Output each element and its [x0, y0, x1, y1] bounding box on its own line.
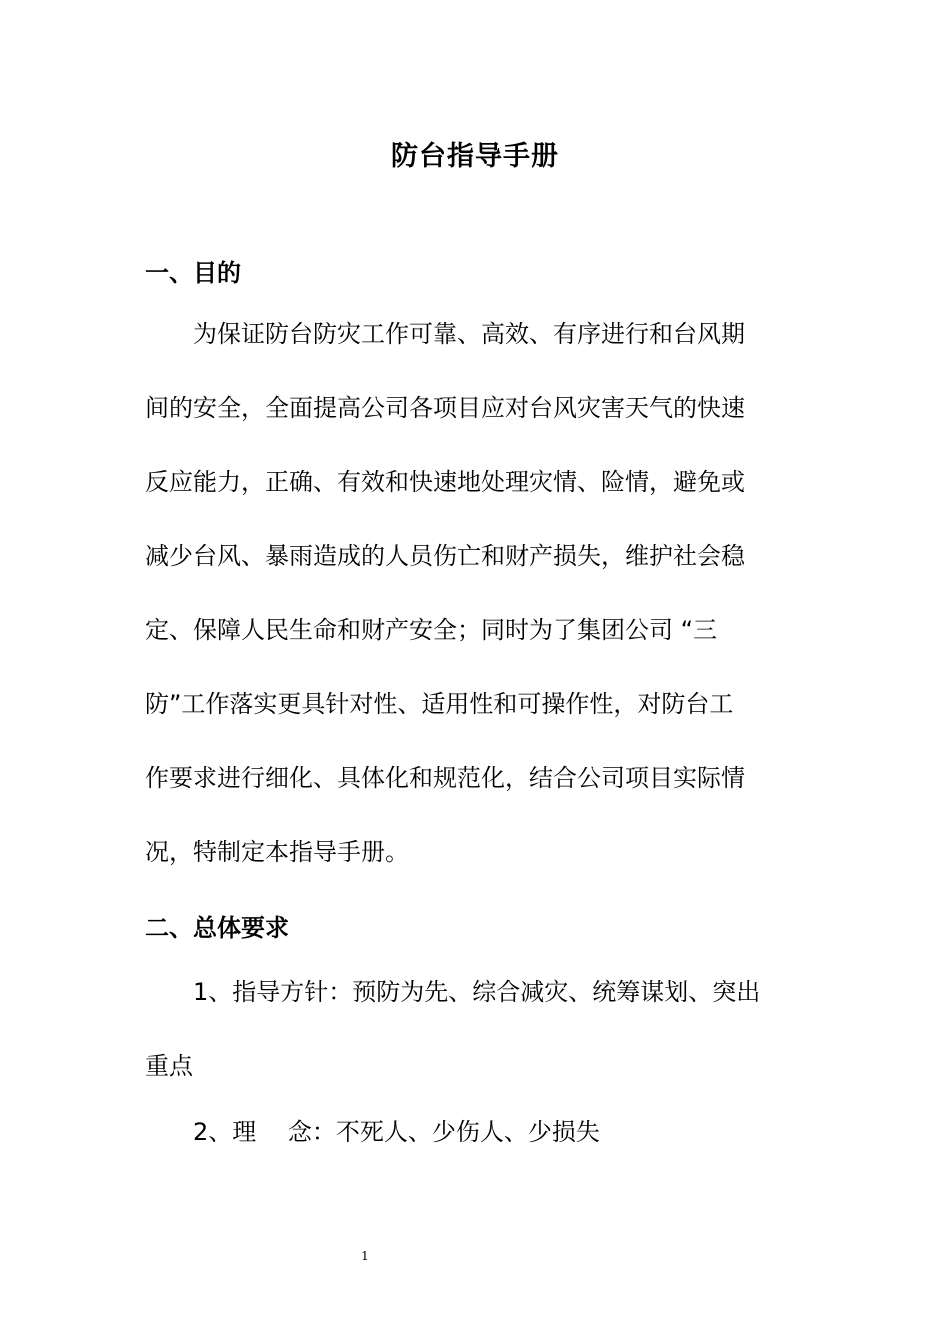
paragraph-line: 反应能力，正确、有效和快速地处理灾情、险情，避免或 [145, 468, 745, 496]
purpose-paragraph [145, 297, 807, 889]
section-heading-purpose: 一、目的 [145, 259, 241, 287]
paragraph-line: 重点 [145, 1052, 193, 1080]
paragraph-line: 减少台风、暴雨造成的人员伤亡和财产损失，维护社会稳 [145, 542, 745, 570]
paragraph-line: 定、保障人民生命和财产安全；同时为了集团公司 “三 [145, 616, 718, 644]
paragraph-line: 防”工作落实更具针对性、适用性和可操作性，对防台工 [145, 690, 734, 718]
guideline-item-1 [145, 955, 807, 1103]
section-heading-general-requirements: 二、总体要求 [145, 914, 289, 942]
guideline-item-2 [145, 1095, 807, 1169]
document-title: 防台指导手册 [391, 141, 559, 172]
page-number: 1 [361, 1249, 369, 1263]
paragraph-line: 间的安全，全面提高公司各项目应对台风灾害天气的快速 [145, 394, 745, 422]
paragraph-line: 作要求进行细化、具体化和规范化，结合公司项目实际情 [145, 764, 745, 792]
paragraph-line: 1、指导方针：预防为先、综合减灾、统筹谋划、突出 [193, 978, 761, 1006]
paragraph-line: 2、理 念：不死人、少伤人、少损失 [193, 1118, 600, 1146]
paragraph-line: 况，特制定本指导手册。 [145, 838, 409, 866]
paragraph-line: 为保证防台防灾工作可靠、高效、有序进行和台风期 [193, 320, 745, 348]
